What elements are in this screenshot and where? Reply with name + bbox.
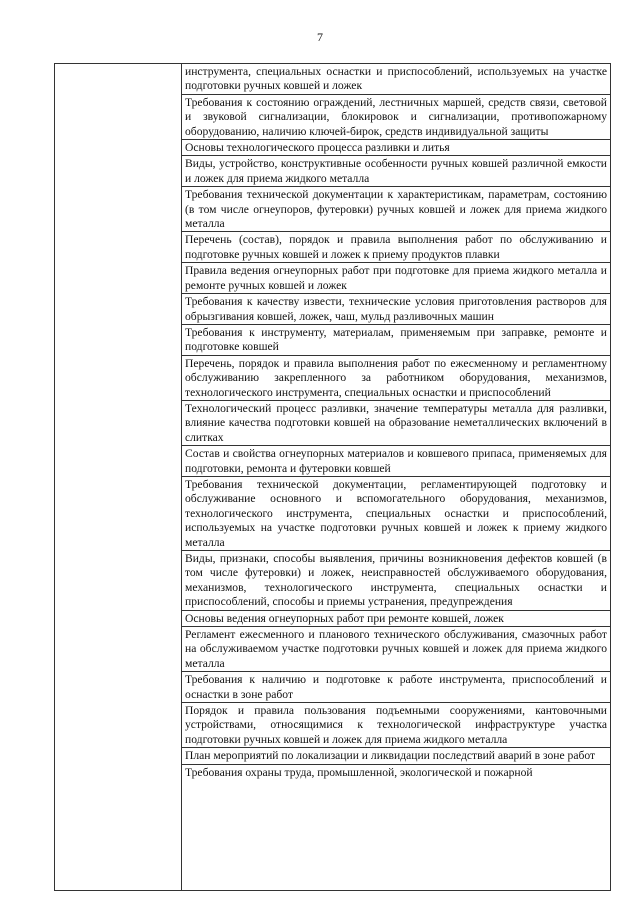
requirements-cell: [182, 64, 611, 891]
table-row: [55, 64, 611, 891]
list-item: Перечень (состав), порядок и правила выполнения работ по обслуживанию и подготовке ручных ковшей и ложек к приему продуктов плавки: [182, 232, 610, 263]
list-item: Основы ведения огнеупорных работ при ремонте ковшей, ложек: [182, 611, 610, 627]
list-item: Требования к инструменту, материалам, применяемым при заправке, ремонте и подготовке ковшей: [182, 325, 610, 356]
list-item: Перечень, порядок и правила выполнения работ по ежесменному и регламентному обслуживанию закрепленного за работником оборудования, механизмов, технологического инструмента, специальных оснастки и приспособлений: [182, 356, 610, 401]
list-item: Состав и свойства огнеупорных материалов и ковшевого припаса, применяемых для подготовки, ремонта и футеровки ковшей: [182, 446, 610, 477]
list-item: Требования технической документации, регламентирующей подготовку и обслуживание основного и вспомогательного оборудования, механизмов, технологического инструмента, специальных оснастки и приспособлений, используемых на участке подготовки ручных ковшей и ложек к приему жидкого металла: [182, 477, 610, 551]
list-item: Виды, устройство, конструктивные особенности ручных ковшей различной емкости и ложек для приема жидкого металла: [182, 156, 610, 187]
list-item: Основы технологического процесса разливки и литья: [182, 140, 610, 156]
list-item: Требования технической документации к характеристикам, параметрам, состоянию (в том числе огнеупоров, футеровки) ручных ковшей и ложек для приема жидкого металла: [182, 187, 610, 232]
list-item: инструмента, специальных оснастки и приспособлений, используемых на участке подготовки ручных ковшей и ложек: [182, 64, 610, 95]
list-item: Порядок и правила пользования подъемными сооружениями, кантовочными устройствами, относящимися к технологической инфраструктуре участка подготовки ручных ковшей и ложек для приема жидкого металла: [182, 703, 610, 748]
list-item: Технологический процесс разливки, значение температуры металла для разливки, влияние качества подготовки ковшей на образование неметаллических включений в слитках: [182, 401, 610, 446]
requirements-list: [182, 64, 610, 890]
knowledge-table: [54, 63, 611, 891]
left-empty-cell: [55, 64, 182, 891]
list-item: Виды, признаки, способы выявления, причины возникновения дефектов ковшей (в том числе футеровки) и ложек, неисправностей обслуживаемого оборудования, механизмов, технологического инструмента, специальных оснастки и приспособлений, способы и приемы устранения, предупреждения: [182, 551, 610, 611]
list-item: Требования к качеству извести, технические условия приготовления растворов для обрызгивания ковшей, ложек, чаш, мульд разливочных машин: [182, 294, 610, 325]
list-item: Требования охраны труда, промышленной, экологической и пожарной: [185, 765, 533, 779]
list-item: Требования к наличию и подготовке к работе инструмента, приспособлений и оснастки в зоне работ: [182, 672, 610, 703]
list-item: Требования к состоянию ограждений, лестничных маршей, средств связи, световой и звуковой сигнализации, блокировок и сигнализации, противопожарному оборудованию, наличию ключей-бирок, средств индивидуальной защиты: [182, 95, 610, 140]
list-item: План мероприятий по локализации и ликвидации последствий аварий в зоне работ: [182, 748, 610, 764]
page-number: 7: [317, 30, 323, 44]
list-item: Регламент ежесменного и планового технического обслуживания, смазочных работ на обслуживаемом участке подготовки ручных ковшей и ложек для приема жидкого металла: [182, 627, 610, 672]
list-item: Правила ведения огнеупорных работ при подготовке для приема жидкого металла и ремонте ручных ковшей и ложек: [182, 263, 610, 294]
